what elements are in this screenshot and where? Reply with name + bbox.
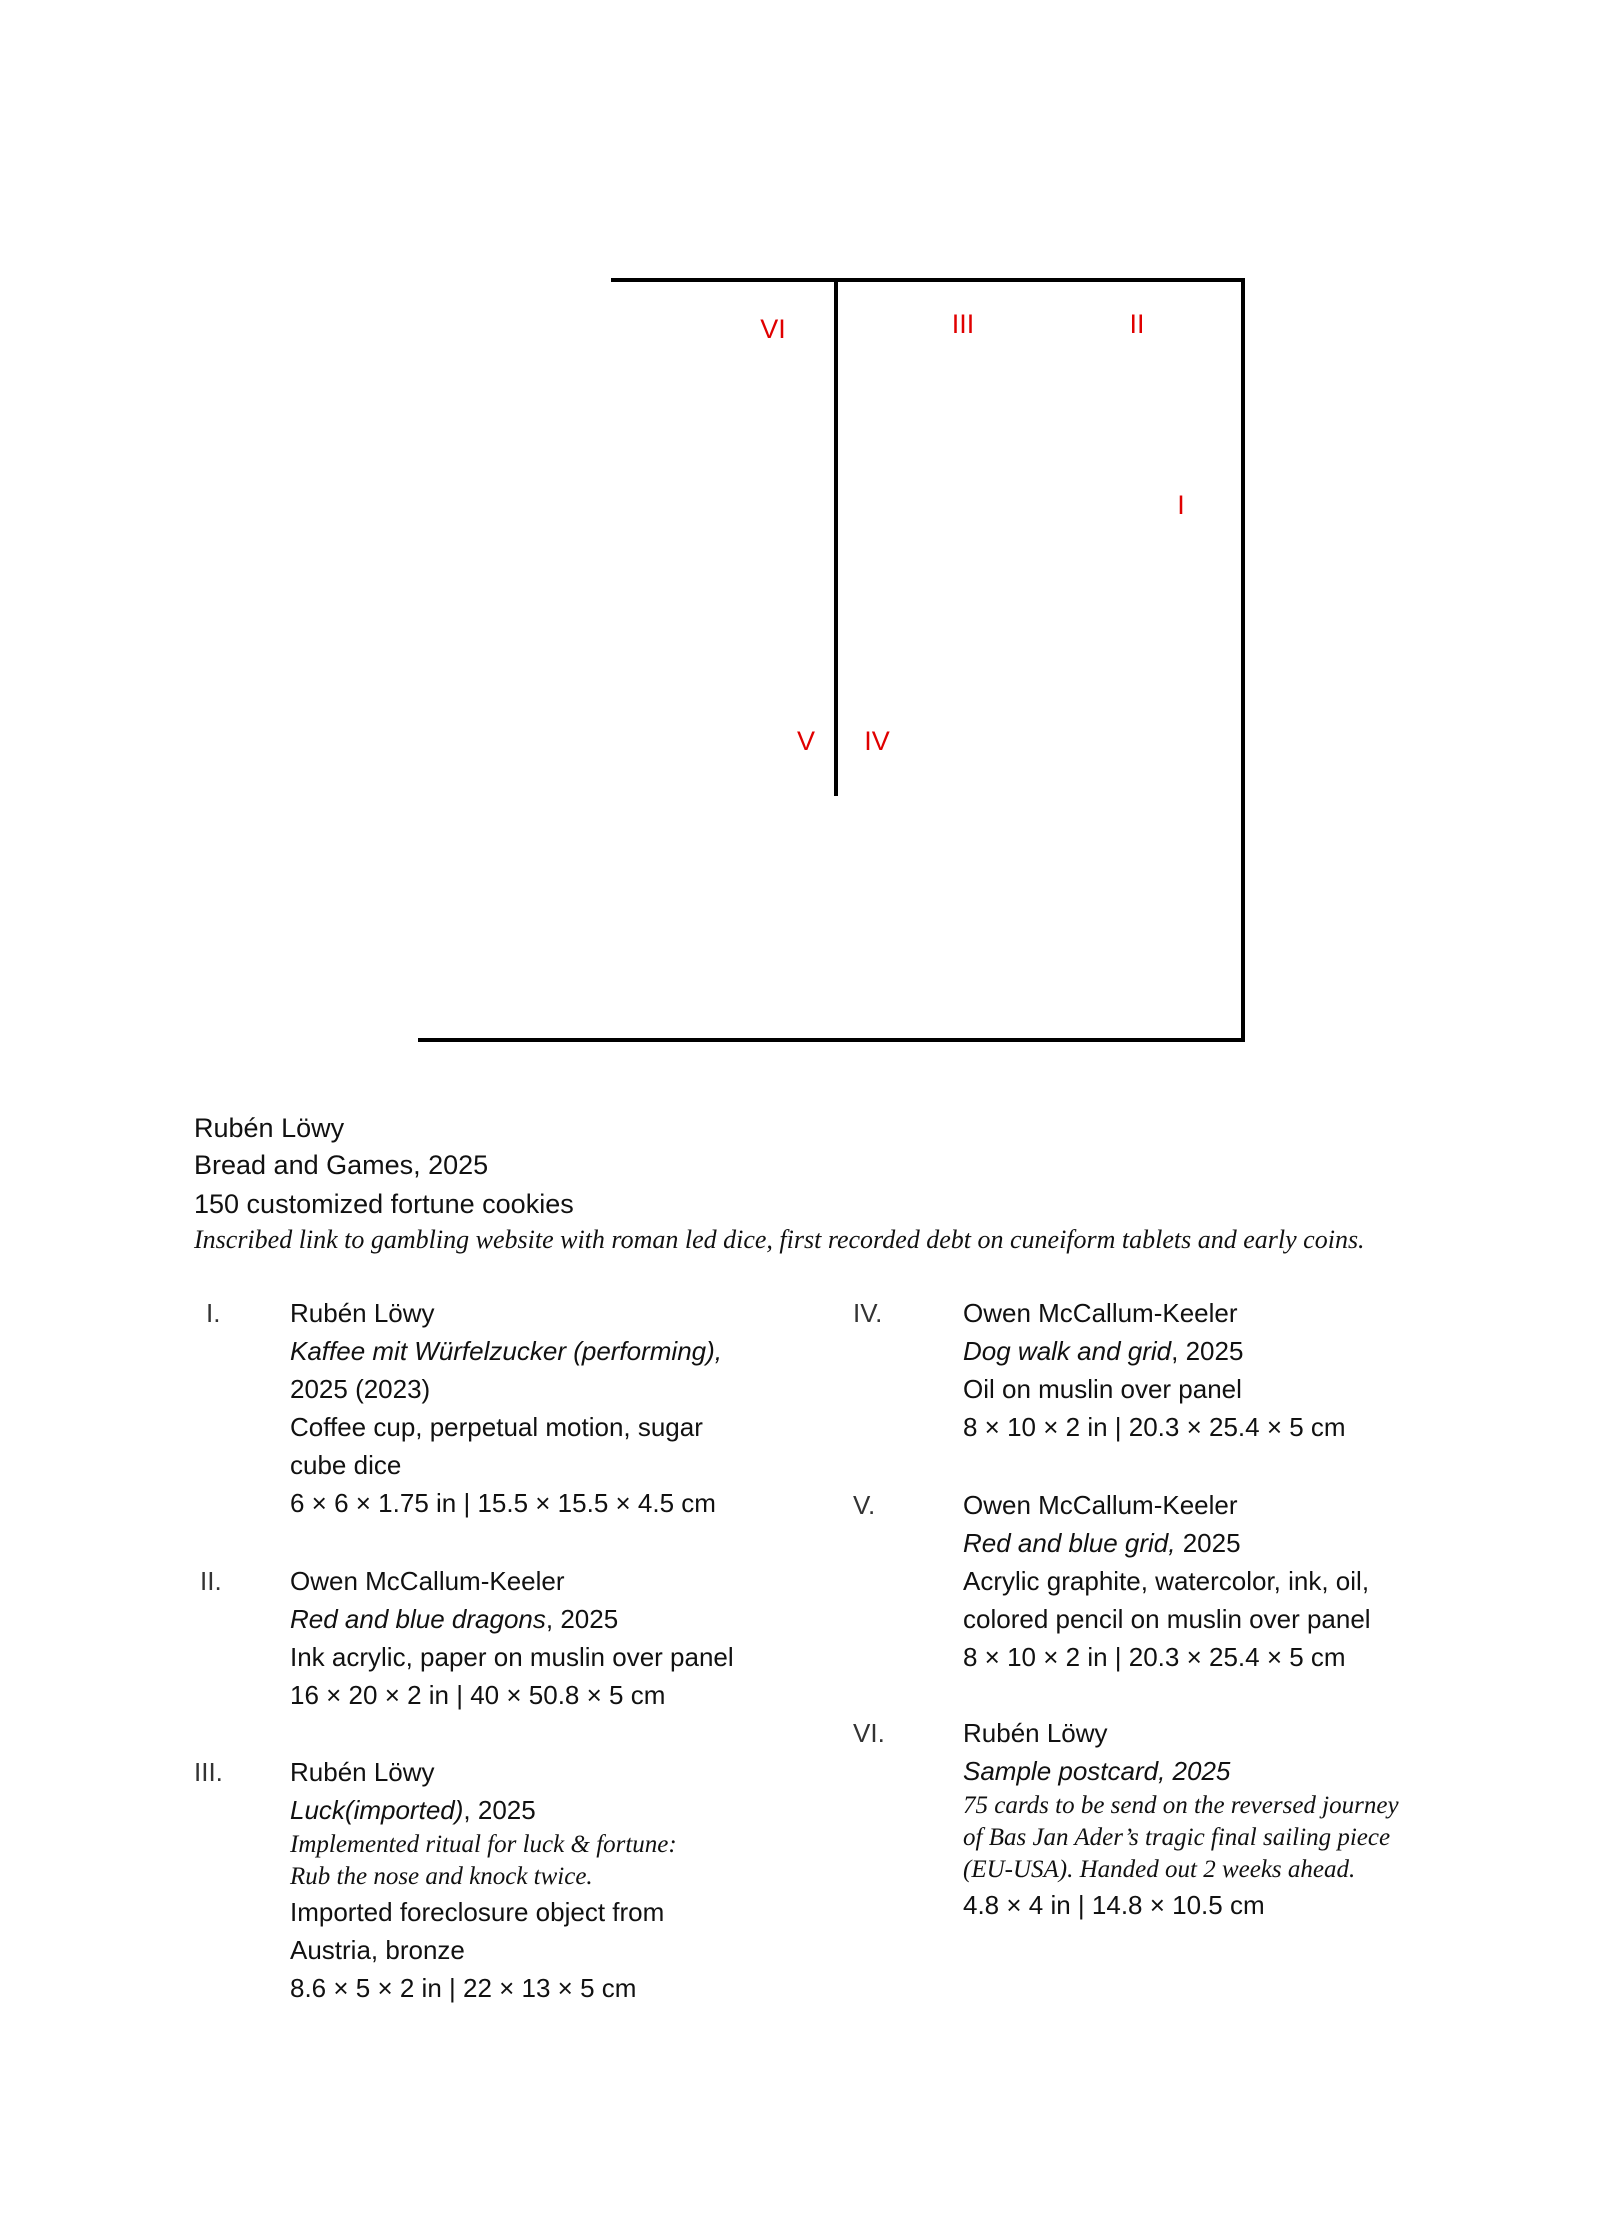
item-line [963,1886,1523,1924]
item-note-line: Rub the nose and knock twice. [290,1863,593,1890]
item-artist [290,1562,850,1600]
item-line [290,1446,850,1484]
item-title: Sample postcard, 2025 [963,1756,1231,1786]
item-text: Owen McCallum-Keeler [963,1298,1238,1328]
item-number: IV. [853,1298,883,1328]
item-artist [963,1714,1523,1752]
item-line [290,1791,850,1829]
item-title: Luck(imported) [290,1795,464,1825]
item-line [963,1332,1523,1370]
item-title: Kaffee mit Würfelzucker (performing), [290,1336,723,1366]
item-number: V. [853,1490,876,1520]
item-text: 4.8 × 4 in | 14.8 × 10.5 cm [963,1890,1265,1920]
item-artist [963,1294,1523,1332]
item-text: Acrylic graphite, watercolor, ink, oil, [963,1566,1370,1596]
header-artist: Rubén Löwy [194,1113,345,1143]
item-line [290,1600,850,1638]
item-text: , 2025 [1171,1336,1244,1366]
item-title: Red and blue grid, [963,1528,1176,1558]
item-note-line: Implemented ritual for luck & fortune: [290,1831,677,1858]
work-item [963,1486,1523,1676]
header-medium: 150 customized fortune cookies [194,1189,574,1219]
item-text: 2025 (2023) [290,1374,431,1404]
item-text: 8.6 × 5 × 2 in | 22 × 13 × 5 cm [290,1973,637,2003]
item-text: Oil on muslin over panel [963,1374,1242,1404]
item-text: 8 × 10 × 2 in | 20.3 × 25.4 × 5 cm [963,1412,1346,1442]
floor-plan [0,0,1624,1100]
item-line [963,1370,1523,1408]
item-line [963,1752,1523,1790]
item-number: VI. [853,1718,885,1748]
item-line [290,1638,850,1676]
item-artist [290,1753,850,1791]
work-item [290,1294,850,1522]
item-line [290,1676,850,1714]
item-line [963,1524,1523,1562]
work-item [963,1714,1523,1924]
work-item [963,1294,1523,1446]
item-line [963,1600,1523,1638]
item-text: 8 × 10 × 2 in | 20.3 × 25.4 × 5 cm [963,1642,1346,1672]
item-line [290,1370,850,1408]
item-note-line: (EU-USA). Handed out 2 weeks ahead. [963,1856,1356,1883]
item-artist [963,1486,1523,1524]
item-line [963,1408,1523,1446]
item-text: 6 × 6 × 1.75 in | 15.5 × 15.5 × 4.5 cm [290,1488,716,1518]
item-text: Imported foreclosure object from [290,1897,665,1927]
item-line [290,1931,850,1969]
item-note-line: 75 cards to be send on the reversed journey [963,1792,1399,1819]
plan-label-ii: II [1129,309,1145,339]
item-title: Dog walk and grid [963,1336,1172,1366]
work-item [290,1753,850,2007]
plan-label-iii: III [951,309,975,339]
item-text: colored pencil on muslin over panel [963,1604,1371,1634]
plan-label-v: V [796,726,816,756]
plan-label-i: I [1177,490,1185,520]
item-text: Rubén Löwy [290,1757,435,1787]
item-text: Rubén Löwy [963,1718,1108,1748]
item-line [290,1893,850,1931]
item-line [290,1484,850,1522]
item-line [290,1332,850,1370]
work-item [290,1562,850,1714]
item-title: Red and blue dragons [290,1604,546,1634]
item-text: Owen McCallum-Keeler [963,1490,1238,1520]
item-number: I. [206,1298,221,1328]
item-line [290,1969,850,2007]
item-text: Owen McCallum-Keeler [290,1566,565,1596]
item-text: , 2025 [545,1604,619,1634]
plan-label-iv: IV [864,726,890,756]
item-text: Rubén Löwy [290,1298,435,1328]
item-artist [290,1294,850,1332]
header-title: Bread and Games, 2025 [194,1150,489,1180]
item-text: 2025 [1175,1528,1241,1558]
item-line [963,1562,1523,1600]
item-text: cube dice [290,1450,402,1480]
item-text: 16 × 20 × 2 in | 40 × 50.8 × 5 cm [290,1680,666,1710]
item-text: Coffee cup, perpetual motion, sugar [290,1412,703,1442]
plan-label-vi: VI [760,314,786,344]
item-line [290,1408,850,1446]
header-note: Inscribed link to gambling website with roman led dice, first recorded debt on cuneiform tablets and early coins. [194,1225,1365,1254]
item-number: III. [194,1757,223,1787]
item-number: II. [200,1566,222,1596]
item-text: Ink acrylic, paper on muslin over panel [290,1642,734,1672]
item-text: , 2025 [463,1795,536,1825]
item-note-line: of Bas Jan Ader’s tragic final sailing piece [963,1824,1391,1851]
item-line [963,1638,1523,1676]
item-text: Austria, bronze [290,1935,465,1965]
